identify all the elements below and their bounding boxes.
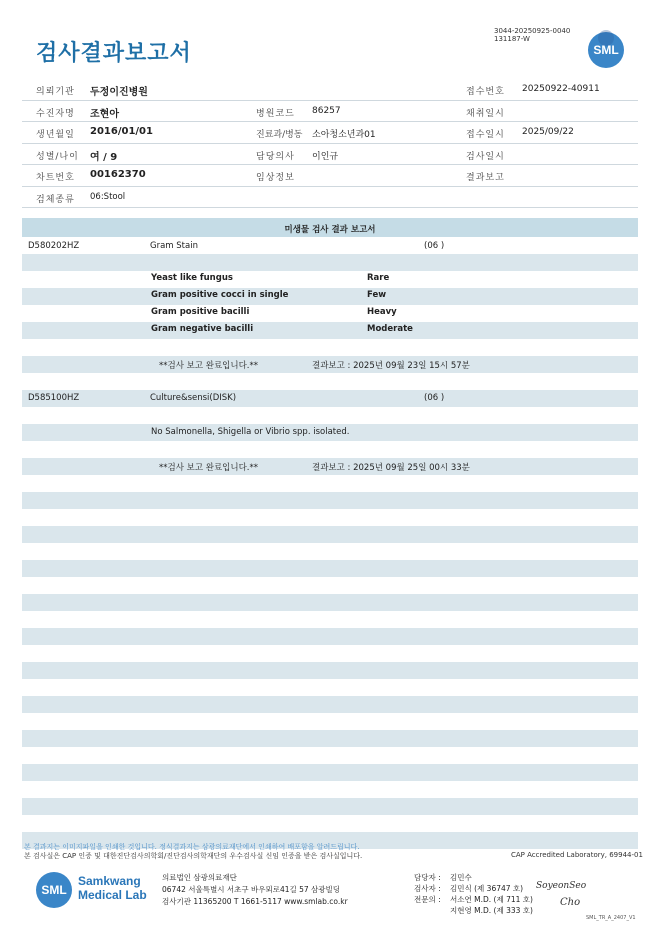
value-receipt-number: 20250922-40911 bbox=[522, 84, 600, 94]
info-row bbox=[22, 101, 638, 123]
document-id bbox=[494, 27, 570, 43]
staff-list bbox=[414, 872, 533, 916]
label-specimen-type: 검체종류 bbox=[36, 194, 75, 205]
gram-item-value: Moderate bbox=[367, 324, 413, 334]
staff-name: 김민식 (제 36747 호) bbox=[450, 884, 524, 893]
report-title: 검사결과보고서 bbox=[36, 41, 192, 66]
form-code: SML_TR_A_2407_V1 bbox=[586, 915, 636, 921]
row-stripe bbox=[22, 628, 638, 645]
logo-line1: Samkwang bbox=[78, 874, 141, 888]
report-timestamp: 결과보고 : 2025년 09월 23일 15시 57분 bbox=[312, 361, 470, 371]
row-stripe bbox=[22, 560, 638, 577]
cap-number: CAP Accredited Laboratory, 69944-01 bbox=[511, 851, 643, 859]
row-stripe bbox=[22, 730, 638, 747]
test-code: D585100HZ bbox=[28, 393, 80, 403]
label-test-date: 검사일시 bbox=[466, 151, 505, 162]
gram-item-label: Gram negative bacilli bbox=[151, 324, 254, 334]
logo-line2: Medical Lab bbox=[78, 888, 147, 902]
label-birth-date: 생년월일 bbox=[36, 130, 75, 140]
test-name: Culture&sensi(DISK) bbox=[150, 393, 237, 403]
row-stripe bbox=[22, 526, 638, 543]
patient-info-grid bbox=[22, 79, 638, 208]
gram-item-value: Rare bbox=[367, 273, 390, 283]
row-stripe bbox=[22, 696, 638, 713]
label-collection-date: 채취일시 bbox=[466, 108, 505, 119]
label-hospital-code: 병원코드 bbox=[256, 108, 295, 119]
institution-address: 06742 서울특별시 서초구 바우뫼로41길 57 삼광빌딩 bbox=[162, 885, 341, 894]
staff-name: 서소연 M.D. (제 711 호) bbox=[450, 895, 533, 904]
gram-item-value: Few bbox=[367, 290, 387, 300]
value-sex-age: 여 / 9 bbox=[90, 151, 118, 163]
staff-row bbox=[414, 872, 533, 883]
row-stripe bbox=[22, 288, 638, 305]
gram-item-label: Yeast like fungus bbox=[151, 273, 233, 283]
signature-seo: SoyeonSeo bbox=[536, 881, 587, 891]
test-specimen: (06 ) bbox=[424, 241, 445, 251]
sml-logo-icon bbox=[588, 32, 624, 68]
value-patient-name: 조현아 bbox=[90, 108, 119, 120]
row-stripe bbox=[22, 254, 638, 271]
label-clinical-info: 임상정보 bbox=[256, 173, 295, 183]
gram-item-label: Gram positive bacilli bbox=[151, 307, 250, 317]
value-birth-date: 2016/01/01 bbox=[90, 126, 153, 137]
value-hospital-code: 86257 bbox=[312, 105, 341, 116]
institution-info bbox=[162, 872, 348, 908]
results-section-title: 미생물 검사 결과 보고서 bbox=[284, 225, 376, 235]
report-complete-note: **검사 보고 완료입니다.** bbox=[159, 361, 259, 371]
info-row bbox=[22, 79, 638, 101]
gram-item-label: Gram positive cocci in single bbox=[151, 290, 289, 300]
accreditation-text: 본 검사실은 CAP 인증 및 대한진단검사의학회/진단검사의학재단의 우수검사실 신임 인증을 받은 검사실입니다. bbox=[24, 852, 363, 860]
staff-row bbox=[414, 894, 533, 905]
label-attending-doctor: 담당의사 bbox=[256, 151, 295, 162]
row-stripe bbox=[22, 798, 638, 815]
row-stripe bbox=[22, 594, 638, 611]
institution-contact: 검사기관 11365200 T 1661-5117 www.smlab.co.kr bbox=[162, 897, 348, 906]
logo-text: SML bbox=[593, 43, 619, 57]
logo-name bbox=[78, 874, 147, 902]
logo-text: SML bbox=[41, 883, 67, 897]
staff-row bbox=[414, 883, 533, 894]
report-complete-note: **검사 보고 완료입니다.** bbox=[159, 463, 259, 473]
value-attending-doctor: 이인규 bbox=[312, 151, 339, 162]
value-requesting-institution: 두정이진병원 bbox=[90, 87, 148, 98]
info-row bbox=[22, 165, 638, 187]
info-row bbox=[22, 187, 638, 209]
label-requesting-institution: 의뢰기관 bbox=[36, 87, 75, 97]
culture-result: No Salmonella, Shigella or Vibrio spp. isolated. bbox=[151, 427, 350, 437]
staff-role: 담당자 : bbox=[414, 873, 441, 882]
label-patient-name: 수진자명 bbox=[36, 108, 75, 119]
label-sex-age: 성별/나이 bbox=[36, 151, 79, 162]
test-name: Gram Stain bbox=[150, 241, 198, 251]
label-chart-number: 차트번호 bbox=[36, 173, 75, 183]
image-print-notice: 본 결과지는 이미지파일을 인쇄한 것입니다. 정식결과지는 삼광의료재단에서 인쇄하여 배포함을 알려드립니다. bbox=[24, 843, 360, 851]
label-receipt-number: 접수번호 bbox=[466, 87, 505, 97]
signature-cho: Cho bbox=[560, 897, 581, 908]
row-stripe bbox=[22, 390, 638, 407]
value-specimen-type: 06:Stool bbox=[90, 191, 126, 202]
institution-name: 의료법인 삼광의료재단 bbox=[162, 873, 237, 882]
label-department-ward: 진료과/병동 bbox=[256, 130, 303, 140]
document-id-line2: 131187-W bbox=[494, 35, 530, 43]
staff-role: 검사자 : bbox=[414, 884, 441, 893]
value-department-ward: 소아청소년과01 bbox=[312, 130, 376, 140]
info-row bbox=[22, 122, 638, 144]
info-row bbox=[22, 144, 638, 166]
gram-item-value: Heavy bbox=[367, 307, 397, 317]
row-stripe bbox=[22, 662, 638, 679]
report-timestamp: 결과보고 : 2025년 09월 25일 00시 33분 bbox=[312, 463, 470, 473]
label-receipt-date: 접수일시 bbox=[466, 130, 505, 140]
test-specimen: (06 ) bbox=[424, 393, 445, 403]
staff-name: 김민수 bbox=[450, 873, 472, 882]
staff-name: 지현영 M.D. (제 333 호) bbox=[450, 906, 533, 915]
document-id-line1: 3044-20250925-0040 bbox=[494, 27, 571, 35]
staff-role: 전문의 : bbox=[414, 895, 441, 904]
test-code: D580202HZ bbox=[28, 241, 80, 251]
row-stripe bbox=[22, 764, 638, 781]
row-stripe bbox=[22, 492, 638, 509]
sml-logo-icon bbox=[36, 872, 72, 908]
value-chart-number: 00162370 bbox=[90, 169, 146, 180]
label-result-report: 결과보고 bbox=[466, 173, 505, 183]
row-stripe bbox=[22, 322, 638, 339]
staff-row bbox=[414, 905, 533, 916]
value-receipt-date: 2025/09/22 bbox=[522, 127, 574, 137]
